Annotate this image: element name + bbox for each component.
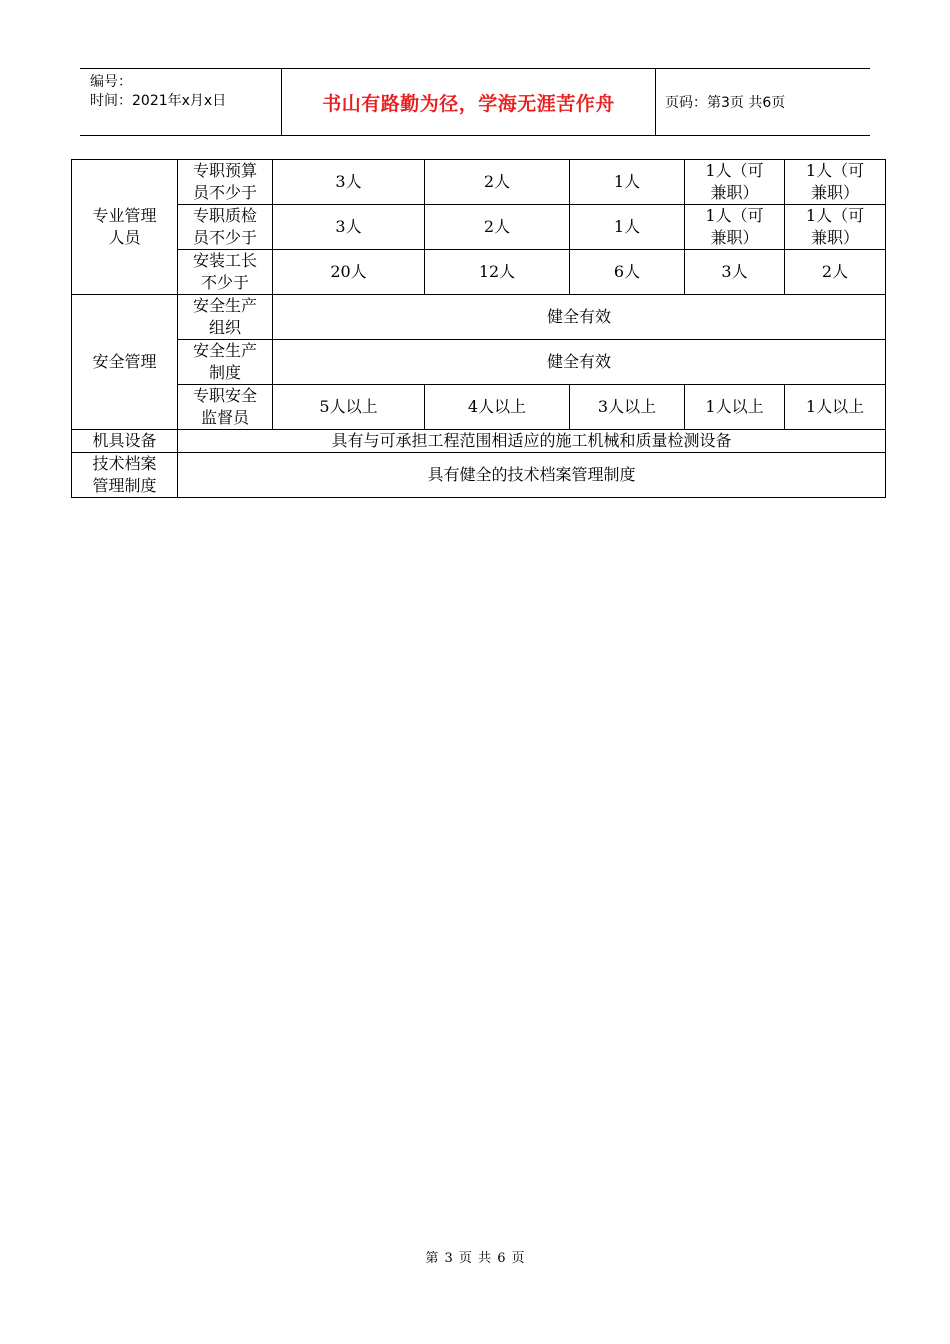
equipment-text: 具有与可承担工程范围相适应的施工机械和质量检测设备	[178, 430, 886, 453]
table-row	[72, 340, 886, 385]
date-label: 时间：2021年x月x日	[90, 93, 227, 109]
sub-item: 安全生产 组织	[178, 295, 273, 340]
value-cell: 2人	[425, 160, 570, 205]
page-footer: 第 3 页 共 6 页	[425, 1251, 525, 1266]
qualification-table	[71, 159, 886, 498]
value-cell: 3人	[273, 205, 425, 250]
sub-item: 安装工长 不少于	[178, 250, 273, 295]
value-cell: 2人	[425, 205, 570, 250]
value-cell: 1人（可 兼职）	[685, 205, 785, 250]
sub-item: 专职安全 监督员	[178, 385, 273, 430]
value-cell: 3人	[685, 250, 785, 295]
motto-text: 书山有路勤为径，学海无涯苦作舟	[322, 92, 615, 115]
value-cell: 20人	[273, 250, 425, 295]
header-info	[80, 69, 282, 135]
table-row	[72, 250, 886, 295]
value-cell: 1人（可 兼职）	[785, 205, 886, 250]
category-staff: 专业管理 人员	[72, 160, 178, 295]
sub-item: 专职预算 员不少于	[178, 160, 273, 205]
merged-value-cell: 健全有效	[273, 340, 886, 385]
value-cell: 1人（可 兼职）	[785, 160, 886, 205]
category-safety: 安全管理	[72, 295, 178, 430]
table-row	[72, 295, 886, 340]
value-cell: 6人	[570, 250, 685, 295]
value-cell: 2人	[785, 250, 886, 295]
value-cell: 1人（可 兼职）	[685, 160, 785, 205]
value-cell: 1人	[570, 160, 685, 205]
code-label: 编号：	[90, 74, 132, 90]
page-label: 页码：第3页 共6页	[665, 95, 786, 111]
value-cell: 1人以上	[785, 385, 886, 430]
merged-value-cell: 健全有效	[273, 295, 886, 340]
value-cell: 1人以上	[685, 385, 785, 430]
header-page-cell	[656, 69, 870, 135]
page-header	[80, 68, 870, 136]
value-cell: 1人	[570, 205, 685, 250]
value-cell: 3人以上	[570, 385, 685, 430]
table-row	[72, 430, 886, 453]
value-cell: 12人	[425, 250, 570, 295]
sub-item: 安全生产 制度	[178, 340, 273, 385]
header-motto-cell	[282, 69, 656, 135]
value-cell: 4人以上	[425, 385, 570, 430]
table-row	[72, 205, 886, 250]
category-equipment: 机具设备	[72, 430, 178, 453]
value-cell: 5人以上	[273, 385, 425, 430]
table-row	[72, 453, 886, 498]
sub-item: 专职质检 员不少于	[178, 205, 273, 250]
value-cell: 3人	[273, 160, 425, 205]
category-archive: 技术档案 管理制度	[72, 453, 178, 498]
table-row	[72, 160, 886, 205]
archive-text: 具有健全的技术档案管理制度	[178, 453, 886, 498]
table-row	[72, 385, 886, 430]
